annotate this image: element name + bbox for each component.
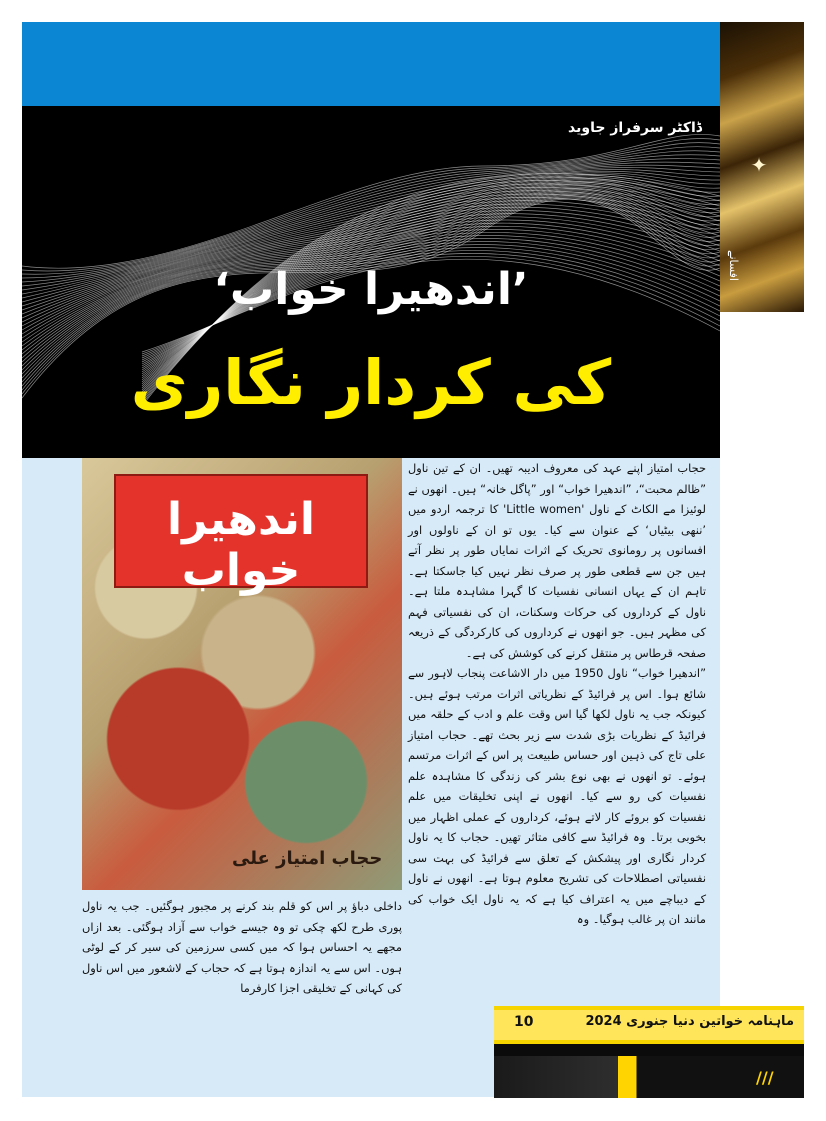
page-number: 10 (514, 1014, 534, 1030)
magazine-issue: ماہنامہ خواتین دنیا جنوری 2024 (585, 1014, 794, 1029)
top-banner (22, 22, 720, 106)
paragraph-bottom: داخلی دباؤ پر اس کو قلم بند کرنے پر مجبور ہوگئیں۔ جب یہ ناول پوری طرح لکھ چکی تو وہ جیسے خواب سے آزاد ہوگئی۔ بعد ازاں مجھے یہ احساس ہوا کہ میں کسی سرزمین کی سیر کر کے لوٹی ہوں۔ اس سے یہ اندازہ ہوتا ہے کہ حجاب کے لاشعور میں اس ناول کی کہانی کے تخلیقی اجزا کارفرما (82, 899, 402, 995)
footer (494, 1006, 804, 1098)
hero-banner (22, 106, 720, 458)
paragraph-2: ”اندھیرا خواب“ ناول 1950 میں دار الاشاعت پنجاب لاہور سے شائع ہوا۔ اس پر فرائیڈ کے نظریاتی اثرات مرتب ہوئے ہیں۔ کیونکہ جب یہ ناول لکھا گیا اس وقت علم و ادب کے حلقہ میں فرائیڈ کے نظریات بڑی شدت سے زیر بحث تھے۔ حجاب امتیاز علی تاج کی ذہین اور حساس طبیعت پر اس کے اثرات مرتسم ہوئے۔ تو انھوں نے بھی نوع بشر کی زندگی کا مشاہدہ علم نفسیات کی رو سے کیا۔ انھوں نے اپنی تخلیقات میں علم نفسیات کو بروئے کار لاتے ہوئے، کرداروں کے عملی اظہار میں بخوبی برتا۔ وہ فرائیڈ سے کافی متاثر تھیں۔ حجاب کا یہ ناول کردار نگاری اور پیشکش کے تعلق سے فرائیڈ کی بہت سی نفسیاتی اصطلاحات کی تشریح معلوم ہوتا ہے۔ انھوں نے ناول کے دیباچے میں یہ اعتراف کیا ہے کہ یہ ناول ایک خواب کی مانند ان پر غالب ہوگیا۔ وہ (408, 666, 706, 926)
wave-line (22, 147, 720, 278)
article-body (408, 458, 706, 930)
author-name: ڈاکٹر سرفراز جاوید (568, 120, 702, 136)
slash-decoration-icon: /// (756, 1068, 774, 1087)
article-title-line2: کی کردار نگاری (130, 346, 612, 419)
section-label: افسانے (727, 249, 740, 281)
cover-title-box (114, 474, 368, 596)
article-title-line1: ’اندھیرا خواب‘ (213, 264, 529, 315)
book-cover-image (82, 458, 402, 890)
footer-bar (494, 1006, 804, 1044)
cover-author: حجاب امتیاز علی (232, 848, 383, 869)
cover-title: اندھیرا خواب (167, 494, 315, 596)
sparkle-icon: ✦ (750, 153, 768, 177)
paragraph-1: حجاب امتیاز اپنے عہد کی معروف ادیبہ تھیں۔ ان کے تین ناول ”ظالم محبت“، ”اندھیرا خواب“ اور ”پاگل خانہ“ ہیں۔ انھوں نے لوئیزا مے الکاٹ کے ناول 'Little women' کا ترجمہ اردو میں ’ننھی بیٹیاں‘ کے عنوان سے کیا۔ یوں تو ان کے ناولوں اور افسانوں پر رومانوی تحریک کے اثرات نمایاں طور پر نظر آتے ہیں جن سے قطعی طور پر صرف نظر نہیں کیا جاسکتا ہے۔ تاہم ان کے یہاں انسانی نفسیات کا گہرا مشاہدہ ملتا ہے۔ ناول کے کرداروں کی حرکات وسکنات، ان کی نفسیاتی فہم کی مظہر ہیں۔ جو انھوں نے کرداروں کی کارکردگی کے ذریعہ صفحہ قرطاس پر منتقل کرنے کی کوشش کی ہے۔ (408, 461, 706, 660)
